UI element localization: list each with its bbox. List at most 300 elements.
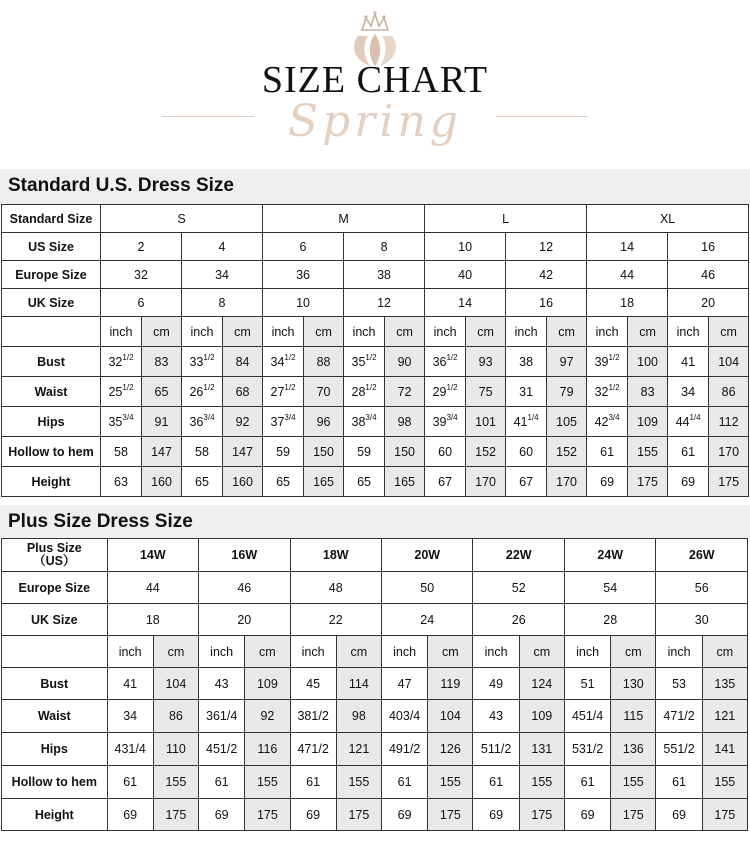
plus-unit-row <box>2 636 748 668</box>
measure-fraction: 1/2 <box>365 382 377 392</box>
size-cell: 10 <box>425 233 506 261</box>
measure-whole: 27 <box>270 384 285 399</box>
measure-whole: 29 <box>432 384 447 399</box>
cm-value-cell: 112 <box>709 407 749 437</box>
cm-value-cell: 155 <box>702 766 747 799</box>
inch-value-cell: 58 <box>182 437 223 467</box>
size-cell: 22 <box>290 604 381 636</box>
cm-value-cell: 160 <box>223 467 263 497</box>
inch-value-cell: 69 <box>107 799 153 831</box>
unit-inch-cell: inch <box>263 317 304 347</box>
inch-value-cell: 41 <box>107 668 153 700</box>
size-cell: 8 <box>344 233 425 261</box>
measure-whole: 39 <box>594 354 609 369</box>
size-cell: 46 <box>668 261 749 289</box>
inch-value-cell <box>344 377 385 407</box>
europe-size-row <box>2 261 749 289</box>
unit-cm-cell: cm <box>709 317 749 347</box>
inch-value-cell: 34 <box>668 377 709 407</box>
cm-value-cell: 135 <box>702 668 747 700</box>
cm-value-cell: 155 <box>428 766 473 799</box>
measure-whole: 26 <box>189 384 204 399</box>
standard-section-title: Standard U.S. Dress Size <box>0 169 750 204</box>
inch-value-cell: 61 <box>587 437 628 467</box>
row-header: Waist <box>2 700 108 733</box>
inch-value-cell: 53 <box>656 668 702 700</box>
size-cell: 22W <box>473 539 564 572</box>
inch-value-cell <box>263 377 304 407</box>
plus-measurement-row <box>2 700 748 733</box>
size-cell: 18 <box>587 289 668 317</box>
measure-fraction: 3/4 <box>284 412 296 422</box>
cm-value-cell: 175 <box>709 467 749 497</box>
standard-size-table <box>1 204 749 497</box>
cm-value-cell: 93 <box>466 347 506 377</box>
cm-value-cell: 109 <box>519 700 564 733</box>
inch-value-cell <box>182 377 223 407</box>
row-header: Hips <box>2 407 101 437</box>
cm-value-cell: 152 <box>466 437 506 467</box>
unit-inch-cell: inch <box>425 317 466 347</box>
size-cell: 16W <box>199 539 290 572</box>
cm-value-cell: 114 <box>336 668 381 700</box>
measure-fraction: 3/4 <box>122 412 134 422</box>
row-header: Europe Size <box>2 261 101 289</box>
cm-value-cell: 165 <box>385 467 425 497</box>
size-cell: 26 <box>473 604 564 636</box>
cm-value-cell: 170 <box>547 467 587 497</box>
size-cell: 40 <box>425 261 506 289</box>
plus-size-label: Plus Size <box>26 541 82 555</box>
measure-fraction: 1/2 <box>608 352 620 362</box>
unit-cm-cell: cm <box>223 317 263 347</box>
unit-inch-cell: inch <box>668 317 709 347</box>
size-cell: 12 <box>344 289 425 317</box>
inch-value-cell: 491/2 <box>382 733 428 766</box>
inch-value-cell: 381/2 <box>290 700 336 733</box>
unit-inch-cell: inch <box>199 636 245 668</box>
measure-whole: 42 <box>594 414 609 429</box>
plus-us-size-row <box>2 539 748 572</box>
unit-inch-cell: inch <box>344 317 385 347</box>
inch-value-cell: 69 <box>564 799 610 831</box>
us-size-row <box>2 233 749 261</box>
inch-value-cell: 61 <box>382 766 428 799</box>
row-header: UK Size <box>2 604 108 636</box>
plus-europe-size-row <box>2 572 748 604</box>
measure-fraction: 3/4 <box>365 412 377 422</box>
inch-value-cell <box>101 407 142 437</box>
cm-value-cell: 75 <box>466 377 506 407</box>
plus-section-title: Plus Size Dress Size <box>0 505 750 538</box>
inch-value-cell <box>344 347 385 377</box>
size-cell: 38 <box>344 261 425 289</box>
inch-value-cell <box>425 377 466 407</box>
cm-value-cell: 136 <box>611 733 656 766</box>
empty-cell <box>2 317 101 347</box>
size-group-cell: S <box>101 205 263 233</box>
measure-whole: 34 <box>270 354 285 369</box>
unit-inch-cell: inch <box>656 636 702 668</box>
inch-value-cell: 67 <box>425 467 466 497</box>
cm-value-cell: 97 <box>547 347 587 377</box>
size-cell: 18W <box>290 539 381 572</box>
inch-value-cell: 61 <box>107 766 153 799</box>
measure-fraction: 1/2 <box>122 352 134 362</box>
inch-value-cell <box>587 347 628 377</box>
unit-cm-cell: cm <box>385 317 425 347</box>
size-cell: 36 <box>263 261 344 289</box>
measure-whole: 32 <box>594 384 609 399</box>
unit-cm-cell: cm <box>428 636 473 668</box>
size-cell: 26W <box>656 539 748 572</box>
inch-value-cell: 31 <box>506 377 547 407</box>
cm-value-cell: 131 <box>519 733 564 766</box>
cm-value-cell: 147 <box>142 437 182 467</box>
inch-value-cell <box>182 347 223 377</box>
inch-value-cell: 69 <box>656 799 702 831</box>
inch-value-cell: 59 <box>344 437 385 467</box>
measure-fraction: 1/2 <box>122 382 134 392</box>
cm-value-cell: 155 <box>245 766 290 799</box>
measure-whole: 37 <box>270 414 285 429</box>
cm-value-cell: 155 <box>519 766 564 799</box>
size-cell: 20 <box>199 604 290 636</box>
cm-value-cell: 109 <box>628 407 668 437</box>
cm-value-cell: 83 <box>142 347 182 377</box>
measure-fraction: 1/2 <box>284 382 296 392</box>
cm-value-cell: 175 <box>628 467 668 497</box>
inch-value-cell: 61 <box>656 766 702 799</box>
cm-value-cell: 170 <box>466 467 506 497</box>
cm-value-cell: 121 <box>336 733 381 766</box>
size-cell: 14 <box>425 289 506 317</box>
unit-row <box>2 317 749 347</box>
cm-value-cell: 141 <box>702 733 747 766</box>
cm-value-cell: 105 <box>547 407 587 437</box>
size-cell: 12 <box>506 233 587 261</box>
inch-value-cell: 551/2 <box>656 733 702 766</box>
measure-whole: 35 <box>108 414 123 429</box>
inch-value-cell: 69 <box>290 799 336 831</box>
size-cell: 54 <box>564 572 655 604</box>
cm-value-cell: 126 <box>428 733 473 766</box>
unit-inch-cell: inch <box>564 636 610 668</box>
measurement-row <box>2 407 749 437</box>
inch-value-cell <box>182 407 223 437</box>
size-cell: 2 <box>101 233 182 261</box>
size-cell: 18 <box>107 604 198 636</box>
unit-inch-cell: inch <box>290 636 336 668</box>
cm-value-cell: 155 <box>336 766 381 799</box>
measure-fraction: 3/4 <box>446 412 458 422</box>
size-cell: 14 <box>587 233 668 261</box>
cm-value-cell: 84 <box>223 347 263 377</box>
inch-value-cell: 59 <box>263 437 304 467</box>
cm-value-cell: 175 <box>519 799 564 831</box>
uk-size-row <box>2 289 749 317</box>
inch-value-cell: 43 <box>473 700 519 733</box>
brand-script-text: Spring <box>288 96 462 147</box>
cm-value-cell: 124 <box>519 668 564 700</box>
inch-value-cell: 69 <box>382 799 428 831</box>
cm-value-cell: 147 <box>223 437 263 467</box>
inch-value-cell: 43 <box>199 668 245 700</box>
plus-size-table <box>1 538 748 831</box>
inch-value-cell: 451/4 <box>564 700 610 733</box>
size-cell: 44 <box>107 572 198 604</box>
unit-inch-cell: inch <box>101 317 142 347</box>
page-title: SIZE CHART <box>261 59 489 101</box>
cm-value-cell: 175 <box>428 799 473 831</box>
inch-value-cell: 69 <box>668 467 709 497</box>
inch-value-cell: 403/4 <box>382 700 428 733</box>
inch-value-cell: 451/2 <box>199 733 245 766</box>
size-cell: 52 <box>473 572 564 604</box>
cm-value-cell: 92 <box>223 407 263 437</box>
size-cell: 48 <box>290 572 381 604</box>
inch-value-cell: 60 <box>425 437 466 467</box>
unit-inch-cell: inch <box>182 317 223 347</box>
inch-value-cell <box>425 407 466 437</box>
inch-value-cell <box>344 407 385 437</box>
size-cell: 46 <box>199 572 290 604</box>
measure-fraction: 1/2 <box>446 382 458 392</box>
size-cell: 20W <box>382 539 473 572</box>
row-header: US Size <box>2 233 101 261</box>
size-cell: 16 <box>668 233 749 261</box>
size-group-cell: L <box>425 205 587 233</box>
measurement-row <box>2 347 749 377</box>
cm-value-cell: 121 <box>702 700 747 733</box>
inch-value-cell: 531/2 <box>564 733 610 766</box>
row-header: Hips <box>2 733 108 766</box>
cm-value-cell: 130 <box>611 668 656 700</box>
inch-value-cell: 61 <box>473 766 519 799</box>
inch-value-cell: 65 <box>182 467 223 497</box>
measure-fraction: 1/2 <box>365 352 377 362</box>
size-cell: 14W <box>107 539 198 572</box>
cm-value-cell: 86 <box>709 377 749 407</box>
cm-value-cell: 91 <box>142 407 182 437</box>
inch-value-cell: 69 <box>199 799 245 831</box>
unit-cm-cell: cm <box>336 636 381 668</box>
cm-value-cell: 68 <box>223 377 263 407</box>
measure-whole: 39 <box>432 414 447 429</box>
measure-whole: 38 <box>351 414 366 429</box>
size-cell: 42 <box>506 261 587 289</box>
cm-value-cell: 101 <box>466 407 506 437</box>
inch-value-cell: 69 <box>473 799 519 831</box>
cm-value-cell: 175 <box>611 799 656 831</box>
inch-value-cell: 51 <box>564 668 610 700</box>
cm-value-cell: 165 <box>304 467 344 497</box>
unit-cm-cell: cm <box>304 317 344 347</box>
cm-value-cell: 175 <box>336 799 381 831</box>
inch-value-cell <box>263 407 304 437</box>
size-group-cell: M <box>263 205 425 233</box>
measure-fraction: 1/2 <box>203 382 215 392</box>
cm-value-cell: 155 <box>611 766 656 799</box>
size-cell: 4 <box>182 233 263 261</box>
inch-value-cell <box>587 377 628 407</box>
row-header: Europe Size <box>2 572 108 604</box>
unit-inch-cell: inch <box>382 636 428 668</box>
size-cell: 20 <box>668 289 749 317</box>
inch-value-cell <box>101 377 142 407</box>
cm-value-cell: 79 <box>547 377 587 407</box>
cm-value-cell: 98 <box>385 407 425 437</box>
size-cell: 50 <box>382 572 473 604</box>
cm-value-cell: 119 <box>428 668 473 700</box>
size-cell: 24 <box>382 604 473 636</box>
inch-value-cell: 38 <box>506 347 547 377</box>
row-header: Standard Size <box>2 205 101 233</box>
unit-cm-cell: cm <box>466 317 506 347</box>
unit-cm-cell: cm <box>611 636 656 668</box>
inch-value-cell: 361/4 <box>199 700 245 733</box>
row-header: Hollow to hem <box>2 437 101 467</box>
cm-value-cell: 104 <box>153 668 198 700</box>
row-header: Bust <box>2 347 101 377</box>
size-group-cell: XL <box>587 205 749 233</box>
cm-value-cell: 116 <box>245 733 290 766</box>
measure-whole: 33 <box>189 354 204 369</box>
unit-cm-cell: cm <box>245 636 290 668</box>
inch-value-cell: 65 <box>344 467 385 497</box>
cm-value-cell: 104 <box>709 347 749 377</box>
standard-size-row <box>2 205 749 233</box>
inch-value-cell <box>101 347 142 377</box>
size-cell: 34 <box>182 261 263 289</box>
measurement-row <box>2 437 749 467</box>
measure-fraction: 1/4 <box>527 412 539 422</box>
cm-value-cell: 150 <box>385 437 425 467</box>
inch-value-cell: 69 <box>587 467 628 497</box>
inch-value-cell <box>425 347 466 377</box>
cm-value-cell: 152 <box>547 437 587 467</box>
cm-value-cell: 72 <box>385 377 425 407</box>
cm-value-cell: 150 <box>304 437 344 467</box>
measurement-row <box>2 467 749 497</box>
unit-cm-cell: cm <box>547 317 587 347</box>
size-cell: 28 <box>564 604 655 636</box>
inch-value-cell: 58 <box>101 437 142 467</box>
row-header <box>2 539 108 572</box>
cm-value-cell: 104 <box>428 700 473 733</box>
size-cell: 32 <box>101 261 182 289</box>
cm-value-cell: 88 <box>304 347 344 377</box>
measure-fraction: 1/2 <box>608 382 620 392</box>
cm-value-cell: 160 <box>142 467 182 497</box>
size-cell: 8 <box>182 289 263 317</box>
size-cell: 56 <box>656 572 748 604</box>
inch-value-cell: 61 <box>564 766 610 799</box>
measure-whole: 36 <box>432 354 447 369</box>
cm-value-cell: 175 <box>153 799 198 831</box>
plus-size-region: （US） <box>33 554 76 568</box>
measure-fraction: 1/2 <box>284 352 296 362</box>
plus-measurement-row <box>2 668 748 700</box>
brand-header <box>0 0 750 165</box>
inch-value-cell: 431/4 <box>107 733 153 766</box>
row-header: UK Size <box>2 289 101 317</box>
unit-cm-cell: cm <box>153 636 198 668</box>
measure-fraction: 1/2 <box>203 352 215 362</box>
inch-value-cell: 63 <box>101 467 142 497</box>
inch-value-cell: 49 <box>473 668 519 700</box>
row-header: Height <box>2 799 108 831</box>
cm-value-cell: 83 <box>628 377 668 407</box>
cm-value-cell: 110 <box>153 733 198 766</box>
inch-value-cell: 60 <box>506 437 547 467</box>
inch-value-cell: 45 <box>290 668 336 700</box>
unit-cm-cell: cm <box>142 317 182 347</box>
unit-inch-cell: inch <box>473 636 519 668</box>
measure-whole: 28 <box>351 384 366 399</box>
inch-value-cell: 471/2 <box>290 733 336 766</box>
measure-fraction: 1/2 <box>446 352 458 362</box>
unit-cm-cell: cm <box>519 636 564 668</box>
size-cell: 6 <box>263 233 344 261</box>
inch-value-cell <box>668 407 709 437</box>
row-header: Bust <box>2 668 108 700</box>
inch-value-cell: 65 <box>263 467 304 497</box>
cm-value-cell: 90 <box>385 347 425 377</box>
plus-uk-size-row <box>2 604 748 636</box>
size-cell: 30 <box>656 604 748 636</box>
size-cell: 24W <box>564 539 655 572</box>
row-header: Height <box>2 467 101 497</box>
inch-value-cell: 471/2 <box>656 700 702 733</box>
row-header: Hollow to hem <box>2 766 108 799</box>
size-cell: 6 <box>101 289 182 317</box>
cm-value-cell: 175 <box>245 799 290 831</box>
cm-value-cell: 115 <box>611 700 656 733</box>
inch-value-cell <box>587 407 628 437</box>
cm-value-cell: 70 <box>304 377 344 407</box>
measure-fraction: 1/4 <box>689 412 701 422</box>
cm-value-cell: 92 <box>245 700 290 733</box>
size-cell: 44 <box>587 261 668 289</box>
inch-value-cell: 47 <box>382 668 428 700</box>
cm-value-cell: 155 <box>153 766 198 799</box>
measure-whole: 25 <box>108 384 123 399</box>
size-cell: 10 <box>263 289 344 317</box>
inch-value-cell: 61 <box>290 766 336 799</box>
inch-value-cell <box>506 407 547 437</box>
cm-value-cell: 86 <box>153 700 198 733</box>
unit-inch-cell: inch <box>107 636 153 668</box>
inch-value-cell: 41 <box>668 347 709 377</box>
cm-value-cell: 170 <box>709 437 749 467</box>
empty-cell <box>2 636 108 668</box>
unit-inch-cell: inch <box>506 317 547 347</box>
measure-whole: 36 <box>189 414 204 429</box>
cm-value-cell: 109 <box>245 668 290 700</box>
inch-value-cell: 67 <box>506 467 547 497</box>
plus-measurement-row <box>2 766 748 799</box>
inch-value-cell <box>263 347 304 377</box>
inch-value-cell: 34 <box>107 700 153 733</box>
unit-cm-cell: cm <box>702 636 747 668</box>
plus-measurement-row <box>2 733 748 766</box>
row-header: Waist <box>2 377 101 407</box>
measure-whole: 32 <box>108 354 123 369</box>
cm-value-cell: 96 <box>304 407 344 437</box>
cm-value-cell: 65 <box>142 377 182 407</box>
measure-fraction: 3/4 <box>203 412 215 422</box>
